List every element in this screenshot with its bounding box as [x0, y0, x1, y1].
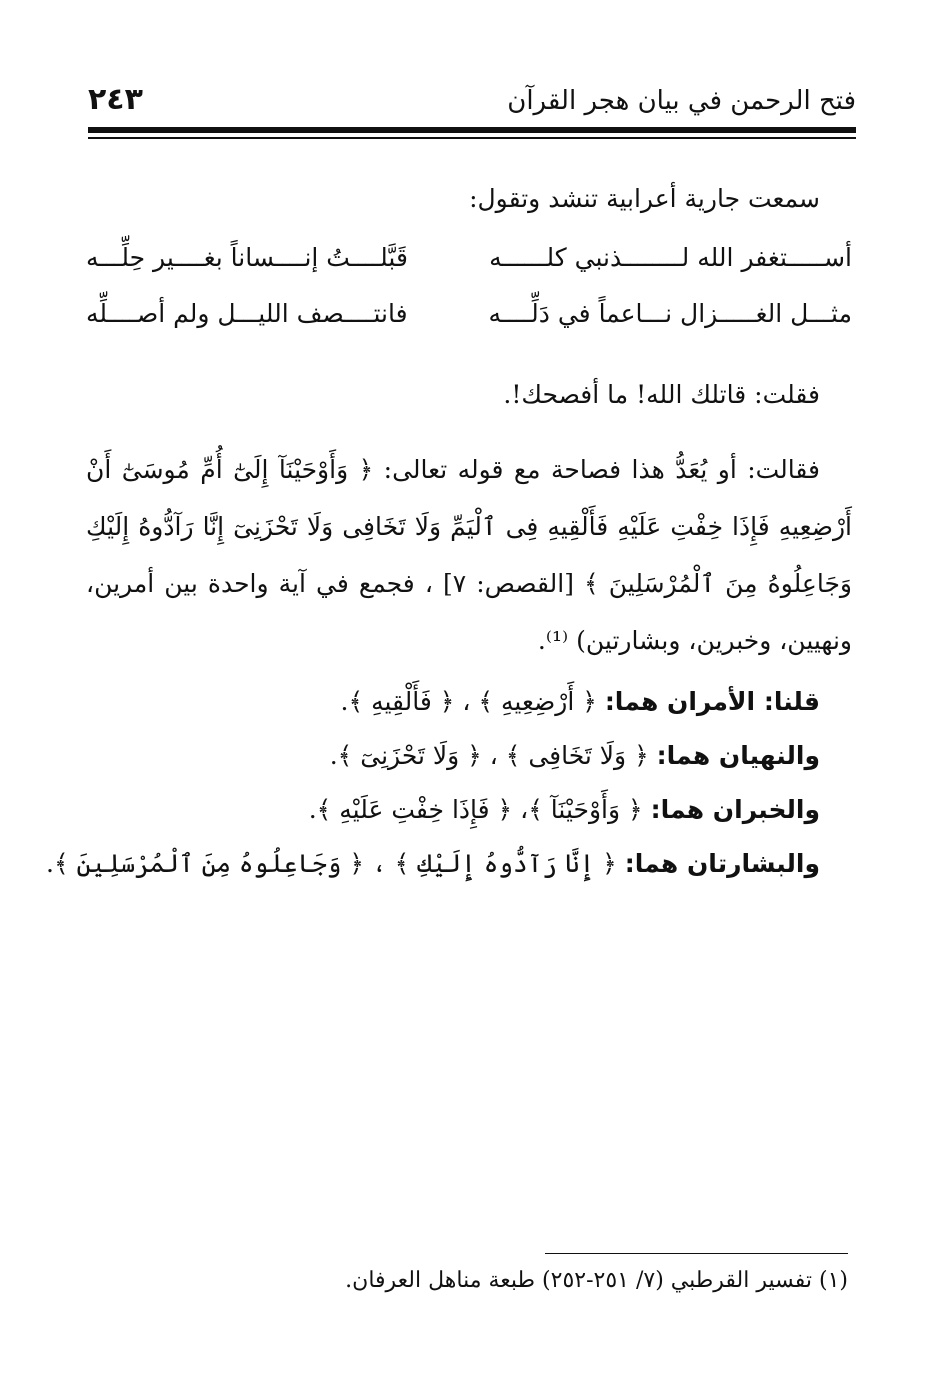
- list-item-text: ﴿ وَأَوْحَيْنَآ ﴾، ﴿ فَإِذَا خِفْتِ عَلَيْهِ ﴾.: [308, 795, 643, 824]
- list-item-label: والخبران هما:: [650, 795, 820, 824]
- verse-second-hemistich: قَبَّلــــتُ إنــــساناً بغــــير حِلِّـــه: [86, 243, 408, 272]
- page-number: ٢٤٣: [88, 82, 143, 117]
- list-item-text: ﴿ إِنَّا رَآدُّوهُ إِلَيْكِ ﴾ ، ﴿ وَجَاعِلُوهُ مِنَ ٱلْمُرْسَلِينَ ﴾.: [46, 849, 617, 878]
- verse-second-hemistich: فانتــــصف الليـــل ولم أصــــلِّه: [86, 299, 408, 328]
- header-title: فتح الرحمن في بيان هجر القرآن: [507, 86, 856, 116]
- poem-verse: [86, 286, 852, 342]
- list-item-text: ﴿ وَلَا تَخَافِى ﴾ ، ﴿ وَلَا تَحْزَنِىٓ ﴾.: [329, 741, 649, 770]
- list-item-label: والنهيان هما:: [656, 741, 820, 770]
- poem-verse: [86, 230, 852, 286]
- list-item-label: قلنا: الأمران هما:: [604, 687, 820, 716]
- running-header: [88, 78, 856, 128]
- footnote: (١) تفسير القرطبي (٧/ ٢٥١-٢٥٢) طبعة مناهل العرفان.: [345, 1268, 848, 1293]
- paragraph: فقالت: أو يُعَدُّ هذا فصاحة مع قوله تعالى: ﴿ وَأَوْحَيْنَآ إِلَىٰٓ أُمِّ مُوسَىٰٓ أَنْ أَرْضِعِيهِ فَإِذَا خِفْتِ عَلَيْهِ فَأَلْقِيهِ فِى ٱلْيَمِّ وَلَا تَخَافِى وَلَا تَحْزَنِىٓ إِنَّا رَآدُّوهُ إِلَيْكِ وَجَاعِلُوهُ مِنَ ٱلْمُرْسَلِينَ ﴾ [القصص: ٧] ، فجمع في آية واحدة بين أمرين، ونهيين، وخبرين، وبشارتين) ⁽¹⁾.: [86, 455, 852, 655]
- header-rule-thick: [88, 127, 856, 133]
- header-rule-thin: [88, 137, 856, 139]
- list-item: [86, 783, 820, 837]
- pairs-list: [46, 675, 820, 891]
- list-item: [86, 675, 820, 729]
- verse-first-hemistich: مثـــل الغـــــزال نـــاعماً في دَلِّــــه: [488, 299, 852, 328]
- paragraph: فقلت: قاتلك الله! ما أفصحك!.: [503, 380, 820, 409]
- footnote-separator: [545, 1253, 848, 1254]
- intro-line: سمعت جارية أعرابية تنشد وتقول:: [469, 184, 820, 213]
- list-item: [86, 729, 820, 783]
- verse-first-hemistich: أســـــتغفر الله لــــــــذنبي كلــــــه: [489, 243, 852, 272]
- list-item-label: والبشارتان هما:: [624, 849, 820, 878]
- page-body: [46, 180, 852, 891]
- list-item: [46, 837, 820, 891]
- list-item-text: ﴿ أَرْضِعِيهِ ﴾ ، ﴿ فَأَلْقِيهِ ﴾.: [340, 687, 597, 716]
